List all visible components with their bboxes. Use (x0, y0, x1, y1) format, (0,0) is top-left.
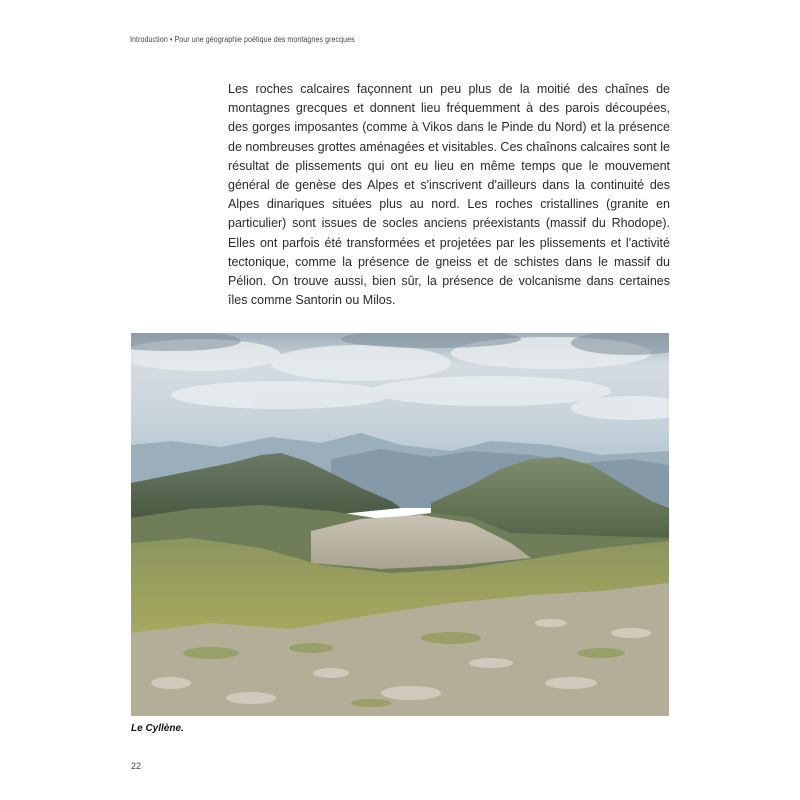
page-number: 22 (131, 761, 142, 771)
mountain-photo (131, 333, 669, 716)
photo-caption: Le Cyllène. (131, 723, 184, 734)
running-head: Introduction • Pour une géographie poétique des montagnes grecques (130, 35, 355, 44)
body-paragraph: Les roches calcaires façonnent un peu plus de la moitié des chaînes de montagnes grecques et donnent lieu fréquemment à des parois découpées, des gorges imposantes (comme à Vikos dans le Pinde du Nord) et la présence de nombreuses grottes aménagées et visitables. Ces chaînons calcaires sont le résultat de plissements qui ont eu lieu en même temps que le mouvement général de genèse des Alpes et s'inscrivent d'ailleurs dans la continuité des Alpes dinariques situées plus au nord. Les roches cristallines (granite en particulier) sont issues de socles anciens préexistants (massif du Rhodope). Elles ont parfois été transformées et projetées par les plissements et l'activité tectonique, comme la présence de gneiss et de schistes dans le massif du Pélion. On trouve aussi, bien sûr, la présence de volcanisme dans certaines îles comme Santorin ou Milos. (228, 82, 670, 308)
